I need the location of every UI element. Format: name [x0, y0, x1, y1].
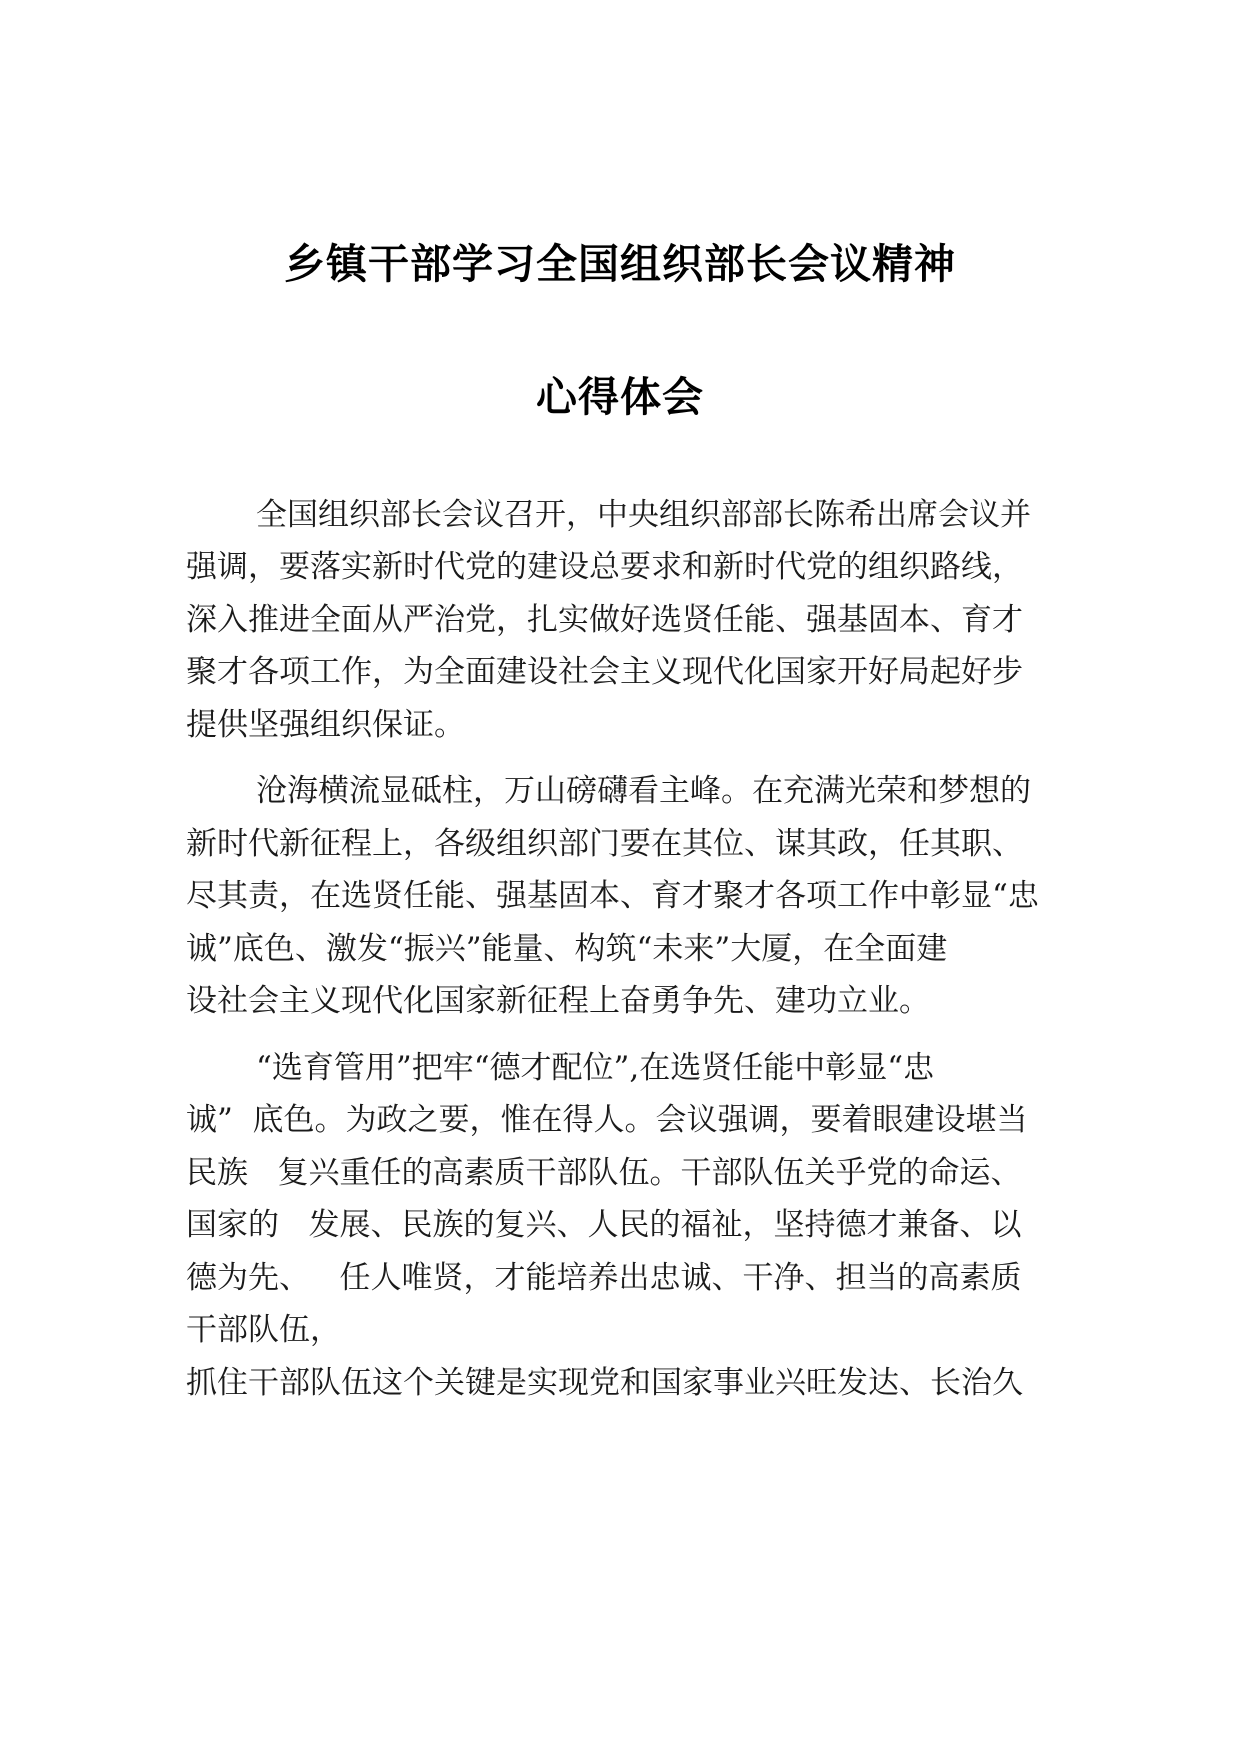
paragraph-line: 德为先、 任人唯贤，才能培养出忠诚、干净、担当的高素质 [186, 1260, 1022, 1296]
paragraph-line: 诚”底色、激发“振兴”能量、构筑“未来”大厦，在全面建 [186, 931, 948, 967]
paragraph-line: 新时代新征程上，各级组织部门要在其位、谋其政，任其职、 [186, 826, 1023, 862]
paragraph-line: 尽其责，在选贤任能、强基固本、育才聚才各项工作中彰显“忠 [186, 878, 1039, 914]
paragraph-line: 国家的 发展、民族的复兴、人民的福祉，坚持德才兼备、以 [186, 1207, 1022, 1243]
paragraph-line: 设社会主义现代化国家新征程上奋勇争先、建功立业。 [186, 983, 930, 1019]
paragraph-line: 强调，要落实新时代党的建设总要求和新时代党的组织路线， [186, 549, 1023, 585]
paragraph-line: 沧海横流显砥柱，万山磅礴看主峰。在充满光荣和梦想的 [256, 773, 1031, 809]
paragraph-line: 干部队伍， [186, 1312, 341, 1348]
paragraph-line: 抓住干部队伍这个关键是实现党和国家事业兴旺发达、长治久 [186, 1365, 1023, 1401]
paragraph-line: 民族 复兴重任的高素质干部队伍。干部队伍关乎党的命运、 [186, 1155, 1022, 1191]
paragraph-line: 深入推进全面从严治党，扎实做好选贤任能、强基固本、育才 [186, 602, 1023, 638]
document-title-line-2: 心得体会 [536, 373, 704, 421]
paragraph-line: 诚” 底色。为政之要，惟在得人。会议强调，要着眼建设堪当 [186, 1102, 1028, 1138]
document-title-line-1: 乡镇干部学习全国组织部长会议精神 [284, 240, 956, 288]
paragraph-line: 聚才各项工作，为全面建设社会主义现代化国家开好局起好步 [186, 654, 1023, 690]
paragraph-line: “选育管用”把牢“德才配位”,在选贤任能中彰显“忠 [256, 1050, 935, 1086]
paragraph-line: 全国组织部长会议召开，中央组织部部长陈希出席会议并 [256, 497, 1031, 533]
paragraph-line: 提供坚强组织保证。 [186, 707, 465, 743]
